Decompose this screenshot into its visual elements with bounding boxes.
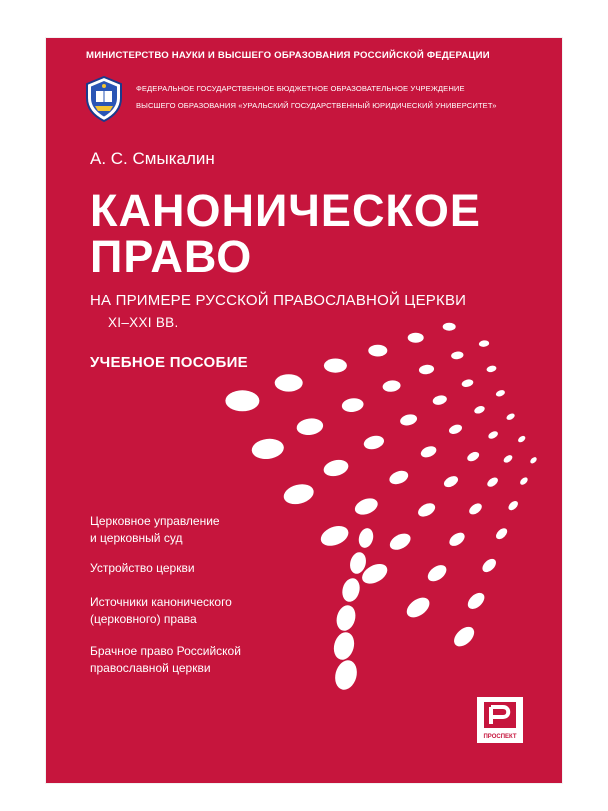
decorative-dot: [478, 340, 489, 348]
decorative-dot: [387, 468, 410, 487]
decorative-dot: [353, 495, 381, 518]
decorative-dot: [387, 530, 413, 553]
book-title-line-1: КАНОНИЧЕСКОЕ: [90, 185, 481, 236]
decorative-dot: [467, 501, 484, 516]
book-title-line-2: ПРАВО: [90, 231, 253, 282]
book-subtitle-line-1: НА ПРИМЕРЕ РУССКОЙ ПРАВОСЛАВНОЙ ЦЕРКВИ: [90, 292, 467, 309]
decorative-dot: [450, 623, 477, 650]
decorative-dot: [399, 413, 418, 428]
decorative-dot: [416, 500, 438, 519]
decorative-dot: [282, 481, 316, 507]
decorative-dot: [382, 379, 401, 392]
decorative-dot: [324, 359, 347, 373]
decorative-dot: [486, 365, 497, 373]
topic-line: Устройство церкви: [90, 561, 195, 575]
decorative-dot: [419, 444, 438, 459]
decorative-dot: [318, 522, 351, 549]
decorative-dot: [465, 590, 488, 612]
decorative-dot: [494, 526, 509, 541]
decorative-dot: [507, 499, 520, 512]
decorative-dot: [296, 417, 324, 437]
topic-line: Церковное управление: [90, 514, 220, 528]
decorative-dot: [461, 378, 474, 388]
decorative-dot: [480, 556, 499, 574]
topic-line: православной церкви: [90, 661, 211, 675]
decorative-dot: [442, 474, 460, 490]
decorative-dot: [331, 630, 357, 662]
decorative-dot: [341, 397, 364, 413]
decorative-dot: [529, 456, 538, 465]
decorative-dot: [473, 405, 486, 415]
decorative-dot: [486, 476, 500, 489]
decorative-dot: [425, 562, 450, 585]
decorative-dot: [403, 594, 433, 622]
decorative-dot: [418, 364, 434, 375]
decorative-dot: [505, 412, 515, 421]
decorative-dot: [447, 530, 467, 549]
topic-line: Брачное право Российской: [90, 644, 241, 658]
book-cover: [46, 38, 562, 783]
decorative-dot: [466, 450, 481, 463]
decorative-dot: [362, 434, 385, 452]
decorative-dot: [332, 658, 360, 692]
decorative-dot: [322, 457, 350, 478]
decorative-dot: [340, 576, 362, 604]
decorative-dot: [368, 345, 387, 357]
decorative-dot: [225, 390, 259, 411]
institution-line-2: ВЫСШЕГО ОБРАЗОВАНИЯ «УРАЛЬСКИЙ ГОСУДАРСТВЕННЫЙ ЮРИДИЧЕСКИЙ УНИВЕРСИТЕТ»: [136, 101, 497, 110]
topic-line: Источники канонического: [90, 595, 232, 609]
author-name: А. С. Смыкалин: [90, 149, 215, 168]
decorative-dot: [251, 437, 285, 461]
decorative-dot: [357, 527, 376, 550]
publisher-logo-icon: [476, 696, 524, 744]
decorative-dot: [334, 603, 358, 633]
decorative-dot: [451, 351, 464, 360]
decorative-dot: [408, 333, 424, 343]
decorative-dot: [519, 476, 529, 486]
decorative-dot: [495, 389, 506, 398]
decorative-dot: [275, 374, 303, 391]
decorative-dot-pattern: [46, 38, 562, 783]
decorative-dot: [448, 423, 464, 436]
decorative-dot: [502, 454, 513, 465]
decorative-dot: [487, 430, 499, 441]
decorative-dot: [517, 435, 527, 444]
topic-line: и церковный суд: [90, 531, 183, 545]
topic-line: (церковного) права: [90, 612, 197, 626]
ministry-header: МИНИСТЕРСТВО НАУКИ И ВЫСШЕГО ОБРАЗОВАНИЯ РОССИЙСКОЙ ФЕДЕРАЦИИ: [86, 50, 490, 61]
institution-line-1: ФЕДЕРАЛЬНОЕ ГОСУДАРСТВЕННОЕ БЮДЖЕТНОЕ ОБРАЗОВАТЕЛЬНОЕ УЧРЕЖДЕНИЕ: [136, 84, 465, 93]
decorative-dot: [432, 394, 448, 406]
publication-type: УЧЕБНОЕ ПОСОБИЕ: [90, 354, 248, 371]
book-subtitle-line-2: XI–XXI ВВ.: [108, 315, 179, 330]
publisher-logo-text: ПРОСПЕКТ: [483, 734, 517, 740]
decorative-dot: [443, 323, 456, 331]
